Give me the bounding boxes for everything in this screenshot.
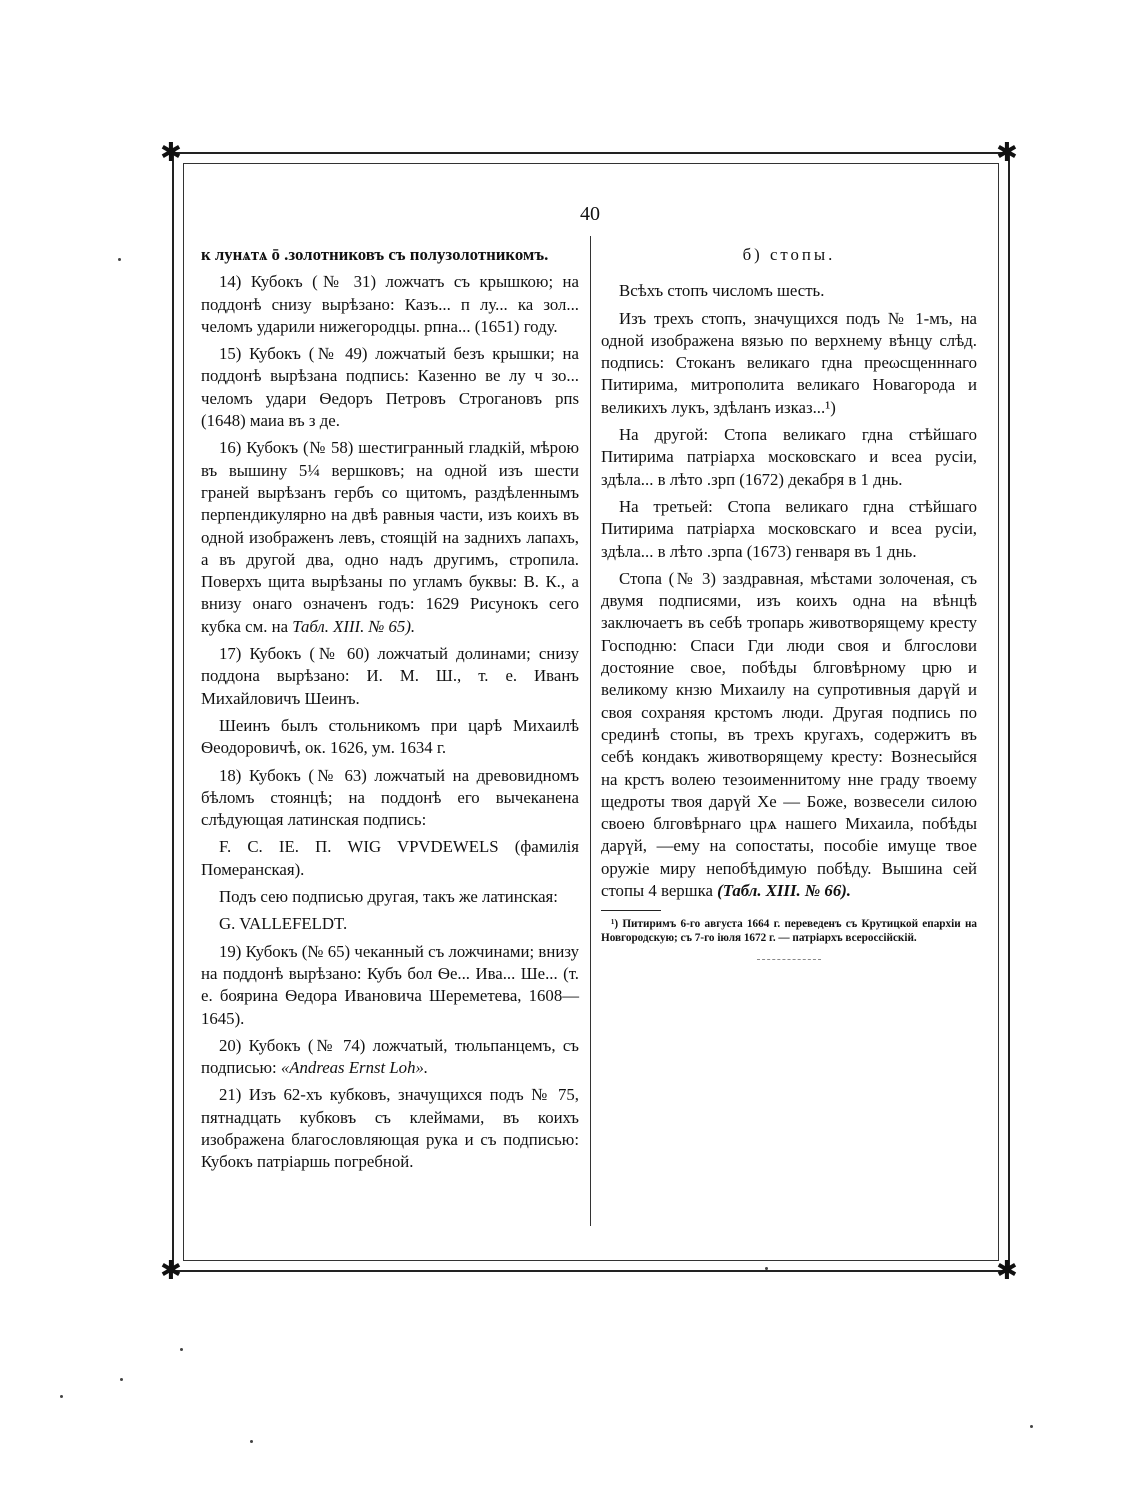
footnote: ¹) Питиримъ 6-го августа 1664 г. переведенъ съ Крутицкой епархіи на Новгородскую; съ 7-го іюля 1672 г. — патріархъ всероссійскій. — [601, 918, 977, 945]
paragraph-stopy-zazdravnaya — [601, 568, 977, 902]
paragraph-stopy-second: На другой: Стопа великаго гдна стѣйшаго Питирима патріарха московскаго и всеа русіи, здѣла... в лѣто .зрп (1672) декабря в 1 днь. — [601, 425, 977, 489]
paragraph-item-14: 14) Кубокъ (№ 31) ложчатъ съ крышкою; на поддонѣ снизу вырѣзано: Казъ... п лу... ка зол... челомъ ударили нижегородцы. рпна... (1651) году. — [201, 272, 579, 336]
paragraph-continuation: к лунѧтѧ ō .золотниковъ съ полузолотникомъ. — [201, 245, 549, 264]
corner-ornament-top-left: ✱ — [160, 138, 182, 168]
item-16-text: 16) Кубокъ (№ 58) шестигранный гладкій, мѣрою въ вышину 5¼ вершковъ; на одной изъ шести граней вырѣзанъ гербъ со щитомъ, раздѣленнымъ перпендикулярно на двѣ равныя части, изъ коихъ въ одной изображенъ левъ, стоящій на заднихъ лапахъ, а въ другой два, одно надъ другимъ, стропила. Поверхъ щита вырѣзаны по угламъ буквы: В. К., а внизу онаго означенъ годъ: 1629 Рисунокъ сего кубка см. на — [201, 438, 579, 636]
item-20-text: 20) Кубокъ (№ 74) ложчатый, тюльпанцемъ, съ подписью: — [201, 1035, 579, 1078]
paragraph-stopy-third: На третьей: Стопа великаго гдна стѣйшаго Питирима патріарха московскаго и всеа русіи, здѣла... в лѣто .зрпа (1673) генваря въ 1 днь. — [601, 496, 977, 561]
paragraph-item-20 — [201, 1035, 579, 1080]
inscription-andreas-ernst-loh: «Andreas Ernst Loh». — [280, 1058, 429, 1078]
paragraph-item-19: 19) Кубокъ (№ 65) чеканный съ ложчинами; внизу на поддонѣ вырѣзано: Кубъ бол Ѳе... Ива... Ше... (т. е. боярина Ѳедора Ивановича Шереметева, 1608—1645). — [201, 941, 579, 1028]
paragraph-item-18: 18) Кубокъ (№ 63) ложчатый на древовидномъ бѣломъ стоянцѣ; на поддонѣ его вычеканена слѣдующая латинская подпись: — [201, 765, 579, 830]
scan-speck — [180, 1348, 183, 1351]
section-heading-stopy: б) стопы. — [742, 245, 836, 264]
scan-speck — [765, 1267, 768, 1270]
column-divider — [590, 236, 591, 1226]
footnote-separator — [601, 910, 661, 911]
paragraph-item-16 — [201, 437, 579, 638]
paragraph-shein-note: Шеинъ былъ стольникомъ при царѣ Михаилѣ Ѳеодоровичѣ, ок. 1626, ум. 1634 г. — [201, 715, 579, 758]
paragraph-item-17: 17) Кубокъ (№ 60) ложчатый долинами; снизу поддона вырѣзано: И. М. Ш., т. е. Иванъ Михайловичъ Шеинъ. — [201, 644, 579, 708]
scan-speck — [118, 258, 121, 261]
corner-ornament-bottom-right: ✱ — [996, 1256, 1018, 1286]
latin-inscription: F. C. IE. П. WIG VPVDEWELS (фамилія Померанская). — [201, 837, 579, 879]
table-reference-65: Табл. XIII. № 65). — [292, 616, 416, 636]
stopy-zazdravnaya-text: Стопа (№ 3) заздравная, мѣстами золоченая, съ двумя подписями, изъ коихъ одна на вѣнцѣ заключаетъ въ себѣ тропарь животворящему кресту Господню: Спаси Гди люди своя и блгослови достояние свое, побѣды блговѣрному црю и великому кнзю Михаилу на супротивныя дарүй и своя сохраняя крстомъ люди. Другая подпись по срединѣ стопы, въ трехъ кругахъ, содержитъ въ себѣ кондакъ животворящему кресту: Вознесыйся на крстъ волею тезоименнитому нне граду твоему щедроты твоя дарүй Хе — Боже, возвесели силою своею блговѣрнаго црѧ нашего Михаила, побѣды дарүй, —ему на сопостаты, пособіе имуще твое оружіе миру непобѣдимую побѣду. Вышина сей стопы 4 вершка — [601, 568, 977, 901]
table-reference-66: (Табл. XIII. № 66). — [717, 881, 851, 901]
scan-speck — [1030, 1425, 1033, 1428]
paragraph-item-15: 15) Кубокъ (№ 49) ложчатый безъ крышки; на поддонѣ вырѣзана подпись: Казенно ве лу ч зо... челомъ удари Ѳедоръ Петровъ Строгановъ рпѕ (1648) маиа въ з де. — [201, 344, 579, 431]
corner-ornament-top-right: ✱ — [996, 138, 1018, 168]
paragraph-item-21: 21) Изъ 62-хъ кубковъ, значущихся подъ № 75, пятнадцать кубковъ съ клеймами, въ коихъ изображена благословляющая рука и съ подписью: Кубокъ патріаршь погребной. — [201, 1085, 579, 1172]
scan-speck — [60, 1395, 63, 1398]
right-column — [601, 244, 977, 960]
corner-ornament-bottom-left: ✱ — [160, 1256, 182, 1286]
scan-speck — [120, 1378, 123, 1381]
end-rule — [757, 959, 821, 960]
latin-inscription-vallefeldt: G. VALLEFELDT. — [219, 914, 348, 934]
scan-speck — [250, 1440, 253, 1443]
left-column — [201, 244, 579, 1179]
page-number: 40 — [580, 203, 600, 225]
paragraph-stopy-first: Изъ трехъ стопъ, значущихся подъ № 1-мъ, на одной изображена вязью по верхнему вѣнцу слѣд. подпись: Стоканъ великаго гдна преωсщенннаго Питирима, митрополита великаго Новагорода и великихъ лукъ, здѣланъ изказ...¹) — [601, 308, 977, 417]
paragraph-stopy-count: Всѣхъ стопъ числомъ шесть. — [619, 281, 825, 301]
paragraph-second-inscription: Подъ сею подписью другая, такъ же латинская: — [219, 887, 558, 907]
